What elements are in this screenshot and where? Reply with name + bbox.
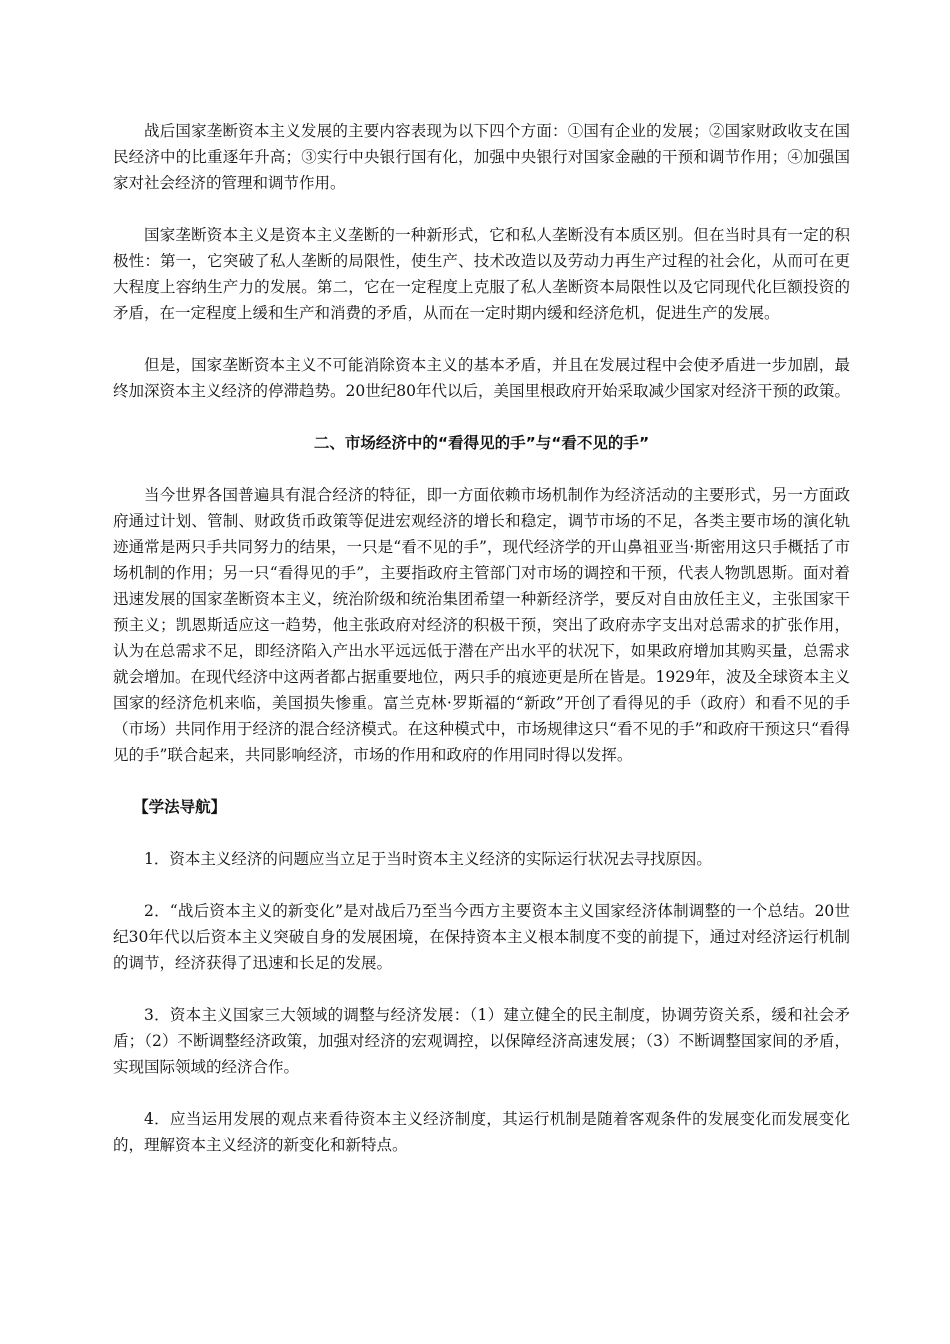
- paragraph-state-monopoly-limits: 但是，国家垄断资本主义不可能消除资本主义的基本矛盾，并且在发展过程中会使矛盾进一步加剧，最终加深资本主义经济的停滞趋势。20世纪80年代以后，美国里根政府开始采取减少国家对经济干预的政策。: [113, 356, 850, 400]
- study-guide-heading: 【学法导航】: [133, 798, 227, 816]
- paragraph-state-monopoly-contents: 战后国家垄断资本主义发展的主要内容表现为以下四个方面：①国有企业的发展；②国家财政收支在国民经济中的比重逐年升高；③实行中央银行国有化，加强中央银行对国家金融的干预和调节作用；④加强国家对社会经济的管理和调节作用。: [113, 122, 850, 192]
- study-guide-item-1: 1．资本主义经济的问题应当立足于当时资本主义经济的实际运行状况去寻找原因。: [144, 850, 712, 868]
- section-title: 二、市场经济中的“看得见的手”与“看不见的手”: [313, 434, 650, 452]
- study-guide-item-4: 4．应当运用发展的观点来看待资本主义经济制度，其运行机制是随着客观条件的发展变化而发展变化的，理解资本主义经济的新变化和新特点。: [113, 1110, 850, 1154]
- paragraph-state-monopoly-positive: 国家垄断资本主义是资本主义垄断的一种新形式，它和私人垄断没有本质区别。但在当时具有一定的积极性：第一，它突破了私人垄断的局限性，使生产、技术改造以及劳动力再生产过程的社会化，从而可在更大程度上容纳生产力的发展。第二，它在一定程度上克服了私人垄断资本局限性以及它同现代化巨额投资的矛盾，在一定程度上缓和生产和消费的矛盾，从而在一定时期内缓和经济危机，促进生产的发展。: [113, 226, 850, 322]
- paragraph-mixed-economy: 当今世界各国普遍具有混合经济的特征，即一方面依赖市场机制作为经济活动的主要形式，另一方面政府通过计划、管制、财政货币政策等促进宏观经济的增长和稳定，调节市场的不足，各类主要市场的演化轨迹通常是两只手共同努力的结果，一只是“看不见的手”，现代经济学的开山鼻祖亚当·斯密用这只手概括了市场机制的作用；另一只“看得见的手”，主要指政府主管部门对市场的调控和干预，代表人物凯恩斯。面对着迅速发展的国家垄断资本主义，统治阶级和统治集团希望一种新经济学，要反对自由放任主义，主张国家干预主义；凯恩斯适应这一趋势，他主张政府对经济的积极干预，突出了政府赤字支出对总需求的扩张作用，认为在总需求不足，即经济陷入产出水平远远低于潜在产出水平的状况下，如果政府增加其购买量，总需求就会增加。在现代经济中这两者都占据重要地位，两只手的痕迹更是所在皆是。1929年，波及全球资本主义国家的经济危机来临，美国损失惨重。富兰克林·罗斯福的“新政”开创了看得见的手（政府）和看不见的手（市场）共同作用于经济的混合经济模式。在这种模式中，市场规律这只“看不见的手”和政府干预这只“看得见的手”联合起来，共同影响经济，市场的作用和政府的作用同时得以发挥。: [113, 486, 850, 764]
- study-guide-item-3: 3．资本主义国家三大领域的调整与经济发展：（1）建立健全的民主制度，协调劳资关系，缓和社会矛盾；（2）不断调整经济政策，加强对经济的宏观调控，以保障经济高速发展；（3）不断调整国家间的矛盾，实现国际领域的经济合作。: [113, 1006, 850, 1076]
- study-guide-item-2: 2．“战后资本主义的新变化”是对战后乃至当今西方主要资本主义国家经济体制调整的一个总结。20世纪30年代以后资本主义突破自身的发展困境，在保持资本主义根本制度不变的前提下，通过对经济运行机制的调节，经济获得了迅速和长足的发展。: [113, 902, 850, 972]
- document-body: [113, 118, 850, 1184]
